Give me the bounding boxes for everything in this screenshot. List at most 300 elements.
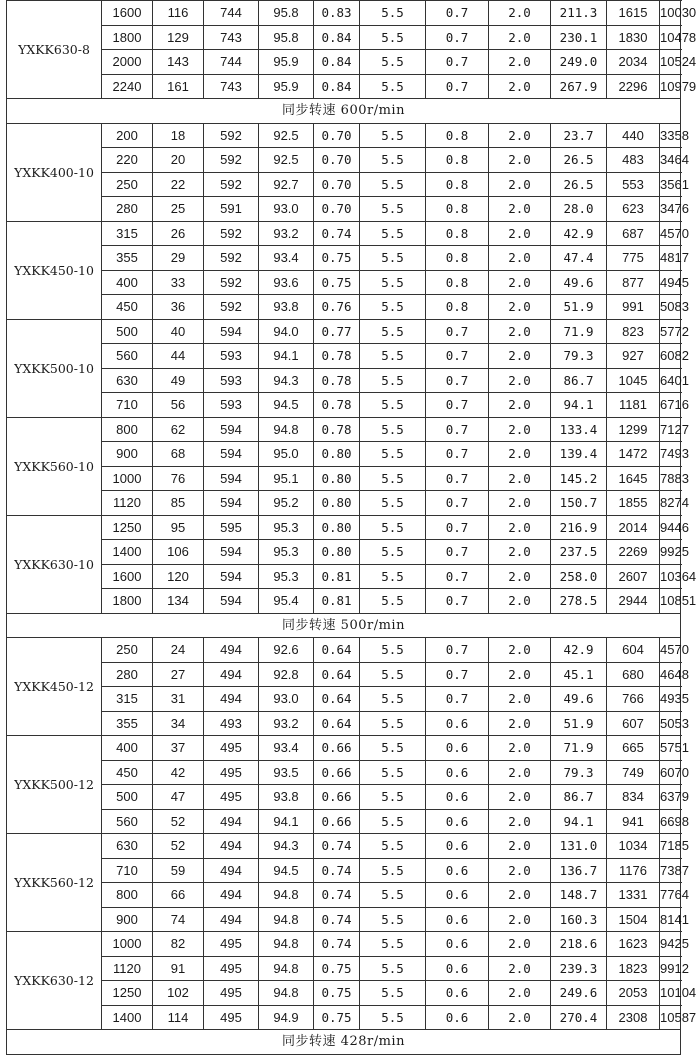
value-cell: 0.84 — [314, 50, 360, 75]
value-cell: 143 — [153, 50, 204, 75]
value-cell: 1600 — [102, 564, 153, 589]
value-cell: 5751 — [660, 736, 681, 761]
table-row — [7, 858, 681, 883]
value-cell: 1400 — [102, 1005, 153, 1030]
value-cell: 93.2 — [259, 711, 314, 736]
value-cell: 0.77 — [314, 319, 360, 344]
value-cell: 95.8 — [259, 25, 314, 50]
value-cell: 553 — [607, 172, 660, 197]
table-row — [7, 25, 681, 50]
value-cell: 5.5 — [360, 197, 426, 222]
value-cell: 5.5 — [360, 1, 426, 26]
value-cell: 9912 — [660, 956, 681, 981]
value-cell: 5.5 — [360, 25, 426, 50]
value-cell: 49.6 — [551, 270, 607, 295]
value-cell: 31 — [153, 687, 204, 712]
value-cell: 94.3 — [259, 834, 314, 859]
value-cell: 5.5 — [360, 491, 426, 516]
value-cell: 95 — [153, 515, 204, 540]
value-cell: 0.7 — [426, 344, 489, 369]
value-cell: 2.0 — [489, 589, 551, 614]
value-cell: 7883 — [660, 466, 681, 491]
value-cell: 200 — [102, 123, 153, 148]
value-cell: 4570 — [660, 638, 681, 663]
value-cell: 49.6 — [551, 687, 607, 712]
value-cell: 0.6 — [426, 956, 489, 981]
value-cell: 82 — [153, 932, 204, 957]
value-cell: 1181 — [607, 393, 660, 418]
value-cell: 834 — [607, 785, 660, 810]
value-cell: 800 — [102, 883, 153, 908]
value-cell: 0.8 — [426, 197, 489, 222]
value-cell: 2.0 — [489, 736, 551, 761]
table-row — [7, 1, 681, 26]
value-cell: 216.9 — [551, 515, 607, 540]
value-cell: 4648 — [660, 662, 681, 687]
value-cell: 6716 — [660, 393, 681, 418]
value-cell: 2.0 — [489, 295, 551, 320]
value-cell: 0.80 — [314, 442, 360, 467]
table-row — [7, 540, 681, 565]
value-cell: 2.0 — [489, 515, 551, 540]
value-cell: 10478 — [660, 25, 681, 50]
value-cell: 594 — [204, 540, 259, 565]
value-cell: 27 — [153, 662, 204, 687]
value-cell: 494 — [204, 662, 259, 687]
value-cell: 93.6 — [259, 270, 314, 295]
table-row — [7, 687, 681, 712]
value-cell: 593 — [204, 368, 259, 393]
value-cell: 800 — [102, 417, 153, 442]
value-cell: 0.7 — [426, 319, 489, 344]
value-cell: 2.0 — [489, 809, 551, 834]
value-cell: 400 — [102, 736, 153, 761]
value-cell: 66 — [153, 883, 204, 908]
value-cell: 0.7 — [426, 662, 489, 687]
value-cell: 1299 — [607, 417, 660, 442]
model-cell: YXKK630-10 — [7, 515, 102, 613]
value-cell: 0.6 — [426, 858, 489, 883]
value-cell: 52 — [153, 834, 204, 859]
value-cell: 5.5 — [360, 956, 426, 981]
value-cell: 5.5 — [360, 368, 426, 393]
value-cell: 95.3 — [259, 515, 314, 540]
model-cell: YXKK400-10 — [7, 123, 102, 221]
value-cell: 2.0 — [489, 123, 551, 148]
value-cell: 5.5 — [360, 760, 426, 785]
value-cell: 0.81 — [314, 564, 360, 589]
value-cell: 2.0 — [489, 172, 551, 197]
value-cell: 494 — [204, 883, 259, 908]
value-cell: 93.8 — [259, 785, 314, 810]
value-cell: 211.3 — [551, 1, 607, 26]
value-cell: 592 — [204, 148, 259, 173]
value-cell: 592 — [204, 221, 259, 246]
value-cell: 93.4 — [259, 736, 314, 761]
value-cell: 106 — [153, 540, 204, 565]
value-cell: 85 — [153, 491, 204, 516]
table-row — [7, 197, 681, 222]
value-cell: 1250 — [102, 515, 153, 540]
value-cell: 500 — [102, 319, 153, 344]
value-cell: 941 — [607, 809, 660, 834]
table-row — [7, 368, 681, 393]
value-cell: 1472 — [607, 442, 660, 467]
value-cell: 495 — [204, 1005, 259, 1030]
value-cell: 0.6 — [426, 711, 489, 736]
value-cell: 5.5 — [360, 809, 426, 834]
table-row — [7, 662, 681, 687]
value-cell: 766 — [607, 687, 660, 712]
value-cell: 91 — [153, 956, 204, 981]
value-cell: 900 — [102, 442, 153, 467]
value-cell: 5.5 — [360, 295, 426, 320]
value-cell: 6082 — [660, 344, 681, 369]
value-cell: 0.7 — [426, 368, 489, 393]
value-cell: 2.0 — [489, 638, 551, 663]
value-cell: 315 — [102, 687, 153, 712]
value-cell: 494 — [204, 907, 259, 932]
value-cell: 494 — [204, 834, 259, 859]
value-cell: 595 — [204, 515, 259, 540]
value-cell: 0.80 — [314, 491, 360, 516]
table-row — [7, 319, 681, 344]
value-cell: 2.0 — [489, 760, 551, 785]
value-cell: 710 — [102, 393, 153, 418]
value-cell: 0.8 — [426, 148, 489, 173]
value-cell: 239.3 — [551, 956, 607, 981]
value-cell: 5.5 — [360, 907, 426, 932]
value-cell: 56 — [153, 393, 204, 418]
value-cell: 18 — [153, 123, 204, 148]
value-cell: 94.8 — [259, 883, 314, 908]
value-cell: 5772 — [660, 319, 681, 344]
table-row — [7, 1005, 681, 1030]
value-cell: 592 — [204, 270, 259, 295]
value-cell: 86.7 — [551, 368, 607, 393]
value-cell: 161 — [153, 74, 204, 99]
table-row — [7, 172, 681, 197]
value-cell: 560 — [102, 344, 153, 369]
value-cell: 4817 — [660, 246, 681, 271]
value-cell: 45.1 — [551, 662, 607, 687]
value-cell: 2.0 — [489, 540, 551, 565]
table-row — [7, 50, 681, 75]
value-cell: 0.84 — [314, 25, 360, 50]
value-cell: 2.0 — [489, 368, 551, 393]
table-row — [7, 883, 681, 908]
value-cell: 744 — [204, 1, 259, 26]
value-cell: 594 — [204, 417, 259, 442]
value-cell: 0.70 — [314, 123, 360, 148]
table-row — [7, 956, 681, 981]
table-row — [7, 564, 681, 589]
value-cell: 494 — [204, 858, 259, 883]
table-row — [7, 417, 681, 442]
value-cell: 93.0 — [259, 197, 314, 222]
value-cell: 2.0 — [489, 687, 551, 712]
value-cell: 116 — [153, 1, 204, 26]
value-cell: 495 — [204, 785, 259, 810]
value-cell: 95.0 — [259, 442, 314, 467]
value-cell: 0.74 — [314, 932, 360, 957]
value-cell: 270.4 — [551, 1005, 607, 1030]
value-cell: 495 — [204, 981, 259, 1006]
value-cell: 86.7 — [551, 785, 607, 810]
value-cell: 52 — [153, 809, 204, 834]
value-cell: 250 — [102, 172, 153, 197]
value-cell: 1250 — [102, 981, 153, 1006]
value-cell: 136.7 — [551, 858, 607, 883]
value-cell: 93.4 — [259, 246, 314, 271]
value-cell: 0.64 — [314, 662, 360, 687]
value-cell: 630 — [102, 368, 153, 393]
value-cell: 44 — [153, 344, 204, 369]
value-cell: 594 — [204, 589, 259, 614]
value-cell: 2944 — [607, 589, 660, 614]
table-row — [7, 74, 681, 99]
value-cell: 94.1 — [259, 344, 314, 369]
value-cell: 3476 — [660, 197, 681, 222]
value-cell: 95.9 — [259, 74, 314, 99]
table-row — [7, 589, 681, 614]
value-cell: 5.5 — [360, 785, 426, 810]
value-cell: 2.0 — [489, 442, 551, 467]
value-cell: 25 — [153, 197, 204, 222]
value-cell: 2.0 — [489, 148, 551, 173]
value-cell: 4935 — [660, 687, 681, 712]
value-cell: 450 — [102, 760, 153, 785]
value-cell: 0.8 — [426, 270, 489, 295]
value-cell: 2.0 — [489, 932, 551, 957]
value-cell: 0.6 — [426, 883, 489, 908]
value-cell: 594 — [204, 491, 259, 516]
value-cell: 0.78 — [314, 344, 360, 369]
value-cell: 0.7 — [426, 589, 489, 614]
value-cell: 258.0 — [551, 564, 607, 589]
motor-spec-table-body — [7, 1, 696, 1055]
value-cell: 2.0 — [489, 270, 551, 295]
value-cell: 237.5 — [551, 540, 607, 565]
value-cell: 5.5 — [360, 221, 426, 246]
value-cell: 0.80 — [314, 515, 360, 540]
value-cell: 145.2 — [551, 466, 607, 491]
value-cell: 42 — [153, 760, 204, 785]
value-cell: 5.5 — [360, 270, 426, 295]
value-cell: 1045 — [607, 368, 660, 393]
value-cell: 2.0 — [489, 25, 551, 50]
value-cell: 0.7 — [426, 515, 489, 540]
value-cell: 2269 — [607, 540, 660, 565]
value-cell: 92.7 — [259, 172, 314, 197]
value-cell: 400 — [102, 270, 153, 295]
value-cell: 2.0 — [489, 883, 551, 908]
value-cell: 278.5 — [551, 589, 607, 614]
value-cell: 2.0 — [489, 785, 551, 810]
value-cell: 26.5 — [551, 148, 607, 173]
value-cell: 2014 — [607, 515, 660, 540]
value-cell: 1600 — [102, 1, 153, 26]
value-cell: 0.76 — [314, 295, 360, 320]
value-cell: 592 — [204, 172, 259, 197]
value-cell: 0.7 — [426, 74, 489, 99]
value-cell: 687 — [607, 221, 660, 246]
value-cell: 0.64 — [314, 711, 360, 736]
value-cell: 8141 — [660, 907, 681, 932]
value-cell: 5.5 — [360, 123, 426, 148]
value-cell: 94.1 — [551, 809, 607, 834]
value-cell: 2.0 — [489, 221, 551, 246]
value-cell: 5.5 — [360, 540, 426, 565]
value-cell: 95.3 — [259, 540, 314, 565]
value-cell: 9425 — [660, 932, 681, 957]
value-cell: 0.7 — [426, 540, 489, 565]
value-cell: 10364 — [660, 564, 681, 589]
value-cell: 220 — [102, 148, 153, 173]
value-cell: 10587 — [660, 1005, 681, 1030]
value-cell: 0.81 — [314, 589, 360, 614]
value-cell: 4945 — [660, 270, 681, 295]
table-row — [7, 295, 681, 320]
value-cell: 0.66 — [314, 785, 360, 810]
value-cell: 2000 — [102, 50, 153, 75]
value-cell: 92.5 — [259, 123, 314, 148]
value-cell: 2.0 — [489, 491, 551, 516]
model-cell: YXKK500-10 — [7, 319, 102, 417]
value-cell: 0.7 — [426, 687, 489, 712]
value-cell: 95.3 — [259, 564, 314, 589]
value-cell: 5.5 — [360, 148, 426, 173]
value-cell: 2.0 — [489, 74, 551, 99]
value-cell: 29 — [153, 246, 204, 271]
value-cell: 93.5 — [259, 760, 314, 785]
value-cell: 0.66 — [314, 809, 360, 834]
value-cell: 0.64 — [314, 638, 360, 663]
value-cell: 5053 — [660, 711, 681, 736]
value-cell: 10851 — [660, 589, 681, 614]
value-cell: 0.6 — [426, 760, 489, 785]
value-cell: 0.6 — [426, 907, 489, 932]
value-cell: 5.5 — [360, 74, 426, 99]
value-cell: 604 — [607, 638, 660, 663]
value-cell: 5.5 — [360, 246, 426, 271]
value-cell: 5.5 — [360, 1005, 426, 1030]
value-cell: 134 — [153, 589, 204, 614]
value-cell: 5.5 — [360, 442, 426, 467]
value-cell: 95.8 — [259, 1, 314, 26]
value-cell: 20 — [153, 148, 204, 173]
value-cell: 95.2 — [259, 491, 314, 516]
model-cell: YXKK450-10 — [7, 221, 102, 319]
value-cell: 9925 — [660, 540, 681, 565]
value-cell: 1615 — [607, 1, 660, 26]
value-cell: 94.9 — [259, 1005, 314, 1030]
value-cell: 775 — [607, 246, 660, 271]
value-cell: 2.0 — [489, 956, 551, 981]
value-cell: 1645 — [607, 466, 660, 491]
value-cell: 495 — [204, 736, 259, 761]
value-cell: 0.74 — [314, 858, 360, 883]
value-cell: 0.7 — [426, 491, 489, 516]
value-cell: 0.74 — [314, 221, 360, 246]
value-cell: 1800 — [102, 589, 153, 614]
value-cell: 2240 — [102, 74, 153, 99]
value-cell: 2308 — [607, 1005, 660, 1030]
value-cell: 10524 — [660, 50, 681, 75]
value-cell: 743 — [204, 25, 259, 50]
value-cell: 5.5 — [360, 883, 426, 908]
model-cell: YXKK450-12 — [7, 638, 102, 736]
value-cell: 230.1 — [551, 25, 607, 50]
model-cell: YXKK630-8 — [7, 1, 102, 99]
value-cell: 0.8 — [426, 123, 489, 148]
table-row — [7, 123, 681, 148]
value-cell: 483 — [607, 148, 660, 173]
value-cell: 1331 — [607, 883, 660, 908]
table-row — [7, 442, 681, 467]
value-cell: 0.66 — [314, 760, 360, 785]
motor-spec-table — [6, 0, 696, 1055]
value-cell: 68 — [153, 442, 204, 467]
value-cell: 0.7 — [426, 25, 489, 50]
value-cell: 94.1 — [551, 393, 607, 418]
table-row — [7, 932, 681, 957]
value-cell: 3358 — [660, 123, 681, 148]
value-cell: 0.8 — [426, 246, 489, 271]
value-cell: 24 — [153, 638, 204, 663]
value-cell: 74 — [153, 907, 204, 932]
value-cell: 0.75 — [314, 270, 360, 295]
value-cell: 249.0 — [551, 50, 607, 75]
value-cell: 594 — [204, 564, 259, 589]
value-cell: 2.0 — [489, 344, 551, 369]
table-row — [7, 221, 681, 246]
value-cell: 280 — [102, 662, 153, 687]
value-cell: 0.66 — [314, 736, 360, 761]
value-cell: 8274 — [660, 491, 681, 516]
value-cell: 131.0 — [551, 834, 607, 859]
value-cell: 9446 — [660, 515, 681, 540]
value-cell: 1120 — [102, 491, 153, 516]
value-cell: 2.0 — [489, 246, 551, 271]
value-cell: 95.1 — [259, 466, 314, 491]
value-cell: 0.6 — [426, 809, 489, 834]
value-cell: 495 — [204, 760, 259, 785]
value-cell: 0.8 — [426, 295, 489, 320]
value-cell: 591 — [204, 197, 259, 222]
value-cell: 5.5 — [360, 393, 426, 418]
value-cell: 900 — [102, 907, 153, 932]
value-cell: 59 — [153, 858, 204, 883]
model-cell: YXKK560-10 — [7, 417, 102, 515]
value-cell: 2.0 — [489, 858, 551, 883]
value-cell: 95.4 — [259, 589, 314, 614]
value-cell: 0.78 — [314, 368, 360, 393]
value-cell: 0.6 — [426, 834, 489, 859]
value-cell: 594 — [204, 442, 259, 467]
value-cell: 218.6 — [551, 932, 607, 957]
value-cell: 594 — [204, 319, 259, 344]
value-cell: 2.0 — [489, 466, 551, 491]
value-cell: 47 — [153, 785, 204, 810]
value-cell: 250 — [102, 638, 153, 663]
table-row — [7, 785, 681, 810]
value-cell: 5.5 — [360, 466, 426, 491]
value-cell: 927 — [607, 344, 660, 369]
value-cell: 743 — [204, 74, 259, 99]
value-cell: 2.0 — [489, 417, 551, 442]
value-cell: 495 — [204, 956, 259, 981]
